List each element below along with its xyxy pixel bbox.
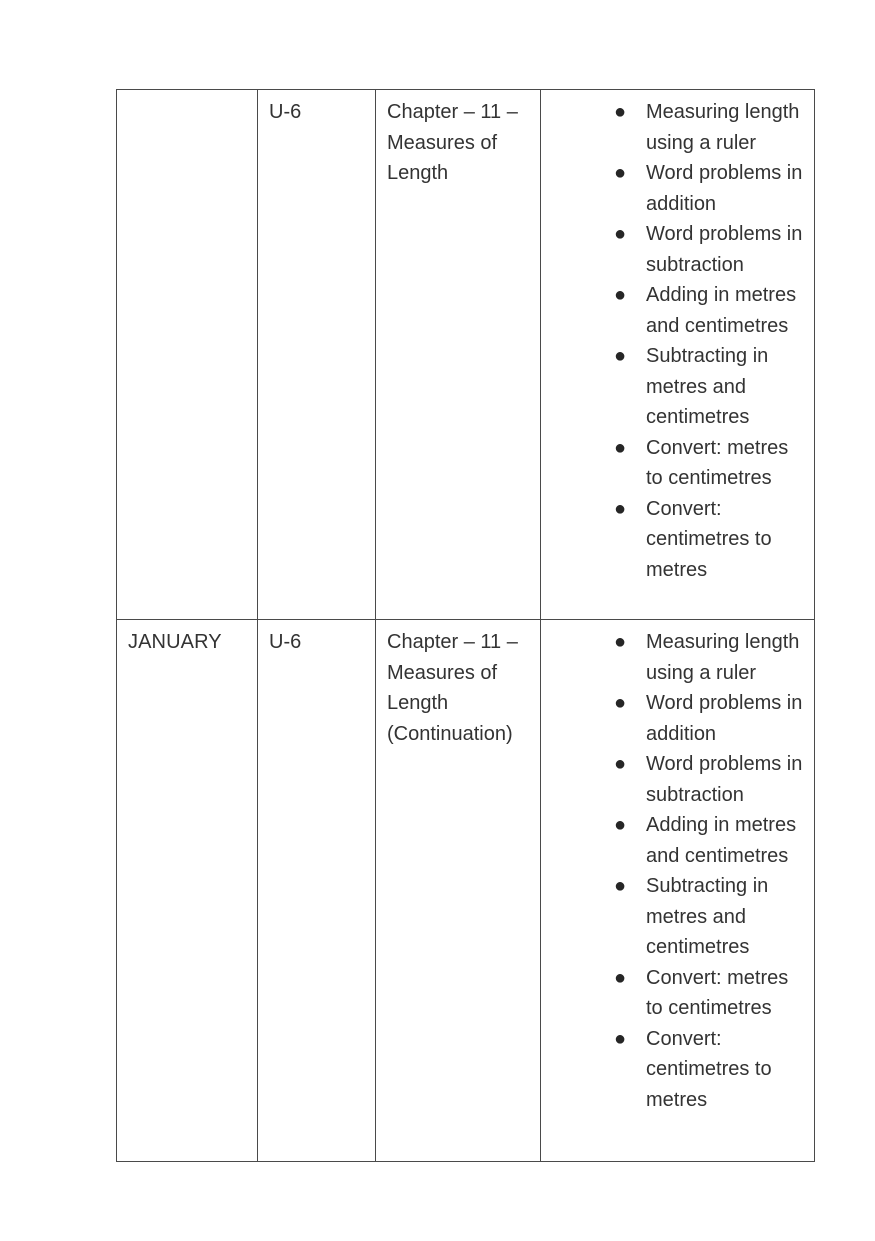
chapter-cell: [376, 620, 541, 1162]
bullet-icon: ●: [614, 223, 627, 245]
table-row: [117, 620, 815, 1162]
bullet-icon: ●: [614, 753, 627, 775]
list-item: [541, 810, 808, 871]
list-item-label: Measuring length using a ruler: [646, 631, 800, 684]
bullet-icon: ●: [614, 497, 627, 520]
bullet-icon: ●: [614, 162, 627, 184]
unit-label: U-6: [269, 101, 302, 123]
chapter-label: Chapter – 11 – Measures of Length (Continuation): [387, 631, 518, 745]
table-body: [117, 90, 815, 1162]
bullet-icon: ●: [614, 1027, 627, 1050]
bullet-icon: ●: [614, 875, 627, 897]
topic-list: [541, 97, 808, 585]
list-item: [541, 871, 808, 963]
list-item: [541, 963, 808, 1024]
chapter-label: Chapter – 11 – Measures of Length: [387, 101, 518, 184]
topics-cell-content: [541, 620, 814, 1125]
chapter-cell: [376, 90, 541, 620]
topics-cell-content: [541, 90, 814, 595]
table-row: [117, 90, 815, 620]
month-cell-content: [117, 90, 257, 107]
list-item-label: Word problems in addition: [646, 162, 803, 215]
chapter-cell-content: [376, 90, 540, 199]
list-item-label: Word problems in subtraction: [646, 753, 803, 806]
month-cell: [117, 620, 258, 1162]
list-item-label: Convert: centimetres to metres: [646, 497, 772, 581]
bullet-icon: ●: [614, 345, 627, 367]
unit-cell: [258, 90, 376, 620]
list-item-label: Convert: metres to centimetres: [646, 966, 789, 1019]
bullet-icon: ●: [614, 966, 627, 989]
list-item-label: Word problems in subtraction: [646, 223, 803, 276]
list-item-label: Subtracting in metres and centimetres: [646, 875, 769, 958]
topic-list: [541, 627, 808, 1115]
bullet-icon: ●: [614, 814, 627, 836]
bullet-icon: ●: [614, 692, 627, 714]
bullet-icon: ●: [614, 101, 627, 123]
list-item: [541, 219, 808, 280]
list-item: [541, 97, 808, 158]
month-cell: [117, 90, 258, 620]
list-item-label: Word problems in addition: [646, 692, 803, 745]
list-item-label: Convert: centimetres to metres: [646, 1027, 772, 1111]
unit-cell: [258, 620, 376, 1162]
syllabus-table: [116, 89, 815, 1162]
bullet-icon: ●: [614, 436, 627, 459]
list-item-label: Adding in metres and centimetres: [646, 284, 797, 337]
list-item: [541, 158, 808, 219]
list-item-label: Adding in metres and centimetres: [646, 814, 797, 867]
list-item-label: Subtracting in metres and centimetres: [646, 345, 769, 428]
month-cell-content: [117, 620, 257, 668]
bullet-icon: ●: [614, 284, 627, 306]
bullet-icon: ●: [614, 631, 627, 653]
chapter-cell-content: [376, 620, 540, 759]
list-item: [541, 280, 808, 341]
list-item: [541, 688, 808, 749]
list-item: [541, 341, 808, 433]
list-item: [541, 627, 808, 688]
list-item: [541, 749, 808, 810]
topics-cell: [541, 620, 815, 1162]
month-label: JANUARY: [128, 631, 222, 653]
unit-label: U-6: [269, 631, 302, 653]
list-item: [541, 494, 808, 586]
list-item-label: Measuring length using a ruler: [646, 101, 800, 154]
topics-cell: [541, 90, 815, 620]
list-item: [541, 433, 808, 494]
list-item: [541, 1024, 808, 1116]
unit-cell-content: [258, 620, 375, 668]
unit-cell-content: [258, 90, 375, 138]
list-item-label: Convert: metres to centimetres: [646, 436, 789, 489]
